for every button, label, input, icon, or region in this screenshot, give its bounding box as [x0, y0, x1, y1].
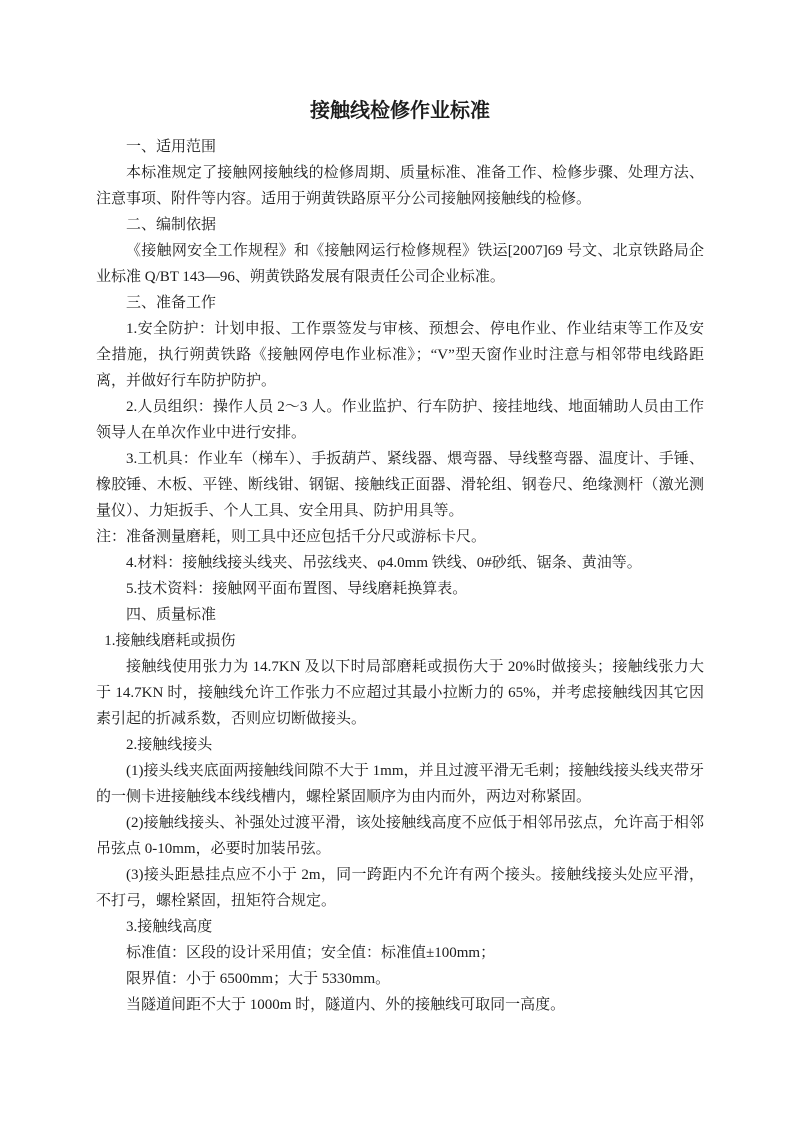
- section-heading-scope: 一、适用范围: [126, 139, 217, 155]
- prep-item-materials: 4.材料：接触线接头线夹、吊弦线夹、φ4.0mm 铁线、0#砂纸、锯条、黄油等。: [126, 555, 642, 571]
- prep-item-documents: 5.技术资料：接触网平面布置图、导线磨耗换算表。: [126, 581, 468, 597]
- scope-paragraph: 本标准规定了接触网接触线的检修周期、质量标准、准备工作、检修步骤、处理方法、注意事项、附件等内容。适用于朔黄铁路原平分公司接触网接触线的检修。: [96, 165, 704, 207]
- section-heading-basis: 二、编制依据: [126, 217, 217, 233]
- basis-paragraph: 《接触网安全工作规程》和《接触网运行检修规程》铁运[2007]69 号文、北京铁路局企业标准 Q/BT 143—96、朔黄铁路发展有限责任公司企业标准。: [96, 243, 704, 285]
- prep-item-tools: 3.工机具：作业车（梯车）、手扳葫芦、紧线器、煨弯器、导线整弯器、温度计、手锤、橡胶锤、木板、平锉、断线钳、钢锯、接触线正面器、滑轮组、钢卷尺、绝缘测杆（激光测量仪）、力矩扳手、个人工具、安全用具、防护用具等。: [96, 451, 704, 519]
- quality-item-wear-title: 1.接触线磨耗或损伤: [104, 633, 236, 649]
- height-limit-value: 限界值：小于 6500mm；大于 5330mm。: [126, 971, 391, 987]
- joint-rule-2: (2)接触线接头、补强处过渡平滑，该处接触线高度不应低于相邻吊弦点，允许高于相邻吊弦点 0-10mm，必要时加装吊弦。: [96, 815, 704, 857]
- document-title: 接触线检修作业标准: [310, 100, 490, 122]
- section-heading-preparation: 三、准备工作: [126, 295, 217, 311]
- section-heading-quality: 四、质量标准: [126, 607, 217, 623]
- height-tunnel-rule: 当隧道间距不大于 1000m 时，隧道内、外的接触线可取同一高度。: [126, 997, 566, 1013]
- height-standard-value: 标准值：区段的设计采用值；安全值：标准值±100mm；: [126, 945, 496, 961]
- prep-item-safety: 1.安全防护：计划申报、工作票签发与审核、预想会、停电作业、作业结束等工作及安全措施，执行朔黄铁路《接触网停电作业标准》；“V”型天窗作业时注意与相邻带电线路距离，并做好行车防护防护。: [96, 321, 704, 389]
- tools-note: 注：准备测量磨耗，则工具中还应包括千分尺或游标卡尺。: [96, 529, 487, 545]
- quality-item-wear-body: 接触线使用张力为 14.7KN 及以下时局部磨耗或损伤大于 20%时做接头；接触线张力大于 14.7KN 时，接触线允许工作张力不应超过其最小拉断力的 65%，并考虑接触线因其它因素引起的折减系数，否则应切断做接头。: [96, 659, 704, 727]
- joint-rule-3: (3)接头距悬挂点应不小于 2m，同一跨距内不允许有两个接头。接触线接头处应平滑，不打弓，螺栓紧固，扭矩符合规定。: [96, 867, 704, 909]
- prep-item-personnel: 2.人员组织：操作人员 2～3 人。作业监护、行车防护、接挂地线、地面辅助人员由工作领导人在单次作业中进行安排。: [96, 399, 704, 441]
- joint-rule-1: (1)接头线夹底面两接触线间隙不大于 1mm，并且过渡平滑无毛刺；接触线接头线夹带牙的一侧卡进接触线本线线槽内，螺栓紧固顺序为由内而外，两边对称紧固。: [96, 763, 704, 805]
- quality-item-joint-title: 2.接触线接头: [126, 737, 213, 753]
- quality-item-height-title: 3.接触线高度: [126, 919, 213, 935]
